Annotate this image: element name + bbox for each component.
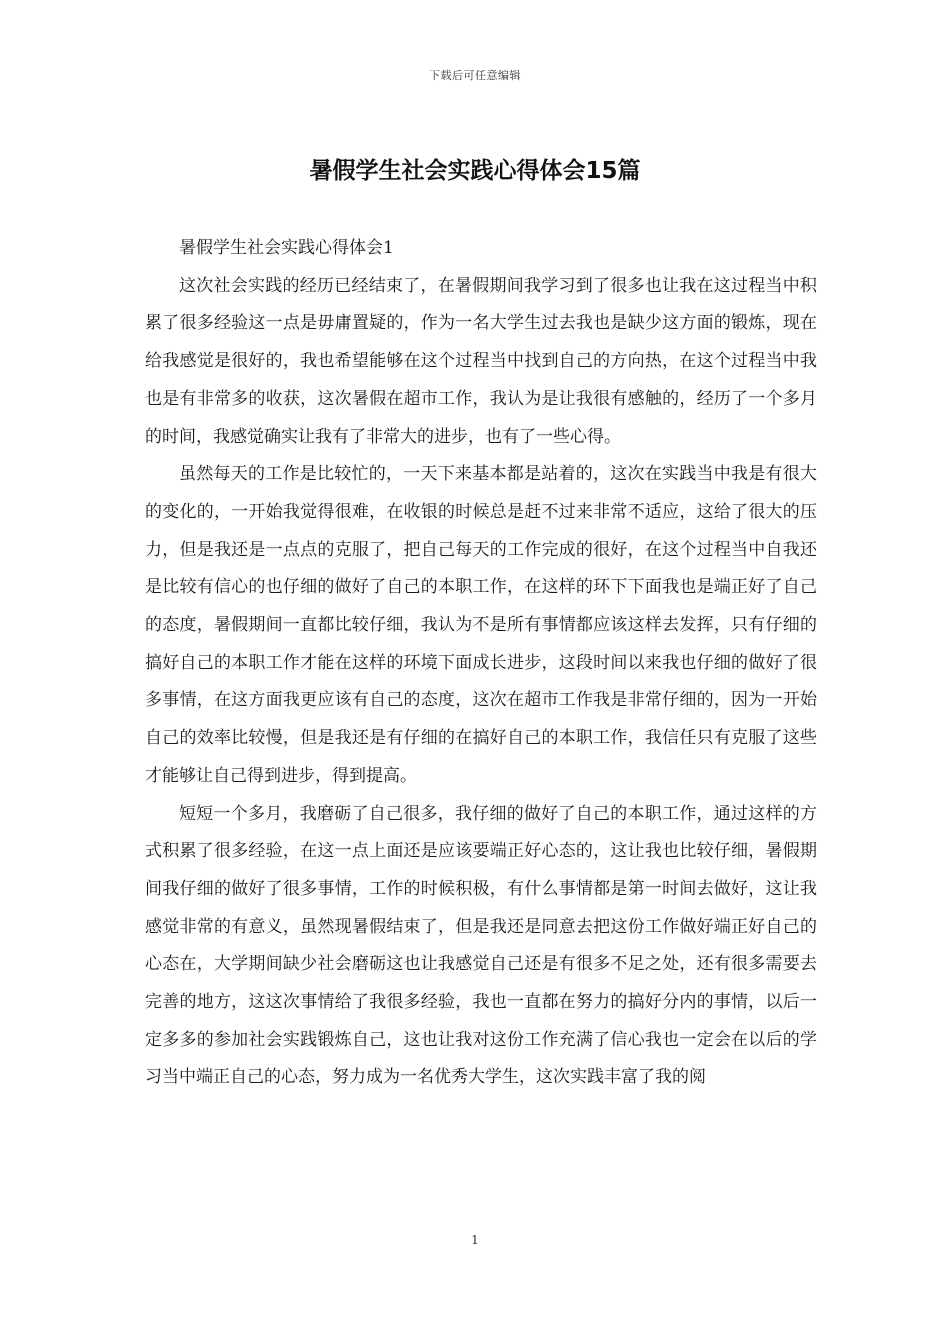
document-body [145, 230, 817, 1097]
section-heading: 暑假学生社会实践心得体会1 [179, 238, 394, 258]
document-title: 暑假学生社会实践心得体会15篇 [309, 158, 641, 184]
body-paragraph: 短短一个多月，我磨砺了自己很多，我仔细的做好了自己的本职工作，通过这样的方式积累了很多经验，在这一点上面还是应该要端正好心态的，这让我也比较仔细，暑假期间我仔细的做好了很多事情，工作的时候积极，有什么事情都是第一时间去做好，这让我感觉非常的有意义，虽然现暑假结束了，但是我还是同意去把这份工作做好端正好自己的心态在，大学期间缺少社会磨砺这也让我感觉自己还是有很多不足之处，还有很多需要去完善的地方，这这次事情给了我很多经验，我也一直都在努力的搞好分内的事情，以后一定多多的参加社会实践锻炼自己，这也让我对这份工作充满了信心我也一定会在以后的学习当中端正自己的心态，努力成为一名优秀大学生，这次实践丰富了我的阅 [145, 803, 817, 1088]
body-paragraph: 这次社会实践的经历已经结束了，在暑假期间我学习到了很多也让我在这过程当中积累了很多经验这一点是毋庸置疑的，作为一名大学生过去我也是缺少这方面的锻炼，现在给我感觉是很好的，我也希望能够在这个过程当中找到自己的方向热，在这个过程当中我也是有非常多的收获，这次暑假在超市工作，我认为是让我很有感触的，经历了一个多月的时间，我感觉确实让我有了非常大的进步，也有了一些心得。 [145, 275, 817, 447]
page-header-note: 下载后可任意编辑 [429, 69, 521, 82]
page-number: 1 [471, 1233, 479, 1247]
body-paragraph: 虽然每天的工作是比较忙的，一天下来基本都是站着的，这次在实践当中我是有很大的变化的，一开始我觉得很难，在收银的时候总是赶不过来非常不适应，这给了很大的压力，但是我还是一点点的克服了，把自己每天的工作完成的很好，在这个过程当中自我还是比较有信心的也仔细的做好了自己的本职工作，在这样的环下下面我也是端正好了自己的态度，暑假期间一直都比较仔细，我认为不是所有事情都应该这样去发挥，只有仔细的搞好自己的本职工作才能在这样的环境下面成长进步，这段时间以来我也仔细的做好了很多事情，在这方面我更应该有自己的态度，这次在超市工作我是非常仔细的，因为一开始自己的效率比较慢，但是我还是有仔细的在搞好自己的本职工作，我信任只有克服了这些才能够让自己得到进步，得到提高。 [145, 464, 817, 786]
